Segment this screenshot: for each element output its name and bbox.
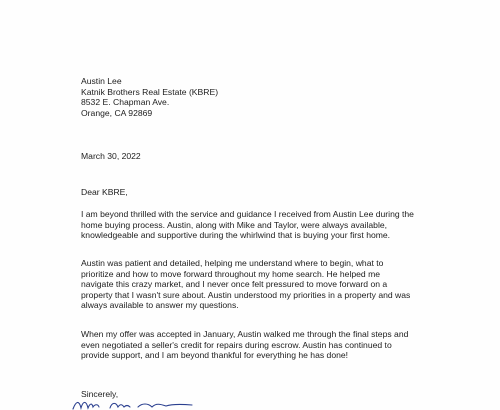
paragraph-line: always available to answer my questions. [81,300,239,311]
paragraph-line: prioritize and how to move forward throughout my home search. He helped me [81,268,381,279]
paragraph-2 [81,258,431,311]
paragraph-line: I am beyond thrilled with the service and guidance I received from Austin Lee during the [81,209,414,219]
sender-city-state-zip: Orange, CA 92869 [81,107,153,118]
paragraph-line: navigate this crazy market, and I never once felt pressured to move forward on a [81,279,388,290]
sender-street: 8532 E. Chapman Ave. [81,97,170,108]
paragraph-line: home buying process. Austin, along with Mike and Taylor, were always available, [81,219,388,230]
paragraph-line: When my offer was accepted in January, Austin walked me through the final steps and [81,329,409,339]
letter-date: March 30, 2022 [81,151,141,161]
paragraph-line: Austin was patient and detailed, helping me understand where to begin, what to [81,258,384,268]
handwritten-signature-icon [70,398,200,410]
paragraph-line: property that I wasn't sure about. Austin understood my priorities in a property and was [81,289,411,300]
paragraph-line: knowledgeable and supportive during the whirlwind that is buying your first home. [81,230,391,241]
paragraph-1 [81,209,431,241]
letter-closing: Sincerely, [81,389,119,399]
letter-greeting: Dear KBRE, [81,187,128,197]
paragraph-line: even negotiated a seller's credit for repairs during escrow. Austin has continued to [81,339,392,350]
paragraph-3 [81,329,431,361]
sender-name: Austin Lee [81,76,122,86]
sender-company: Katnik Brothers Real Estate (KBRE) [81,86,219,97]
sender-address-block [81,76,218,118]
paragraph-line: provide support, and I am beyond thankful for everything he has done! [81,350,349,361]
